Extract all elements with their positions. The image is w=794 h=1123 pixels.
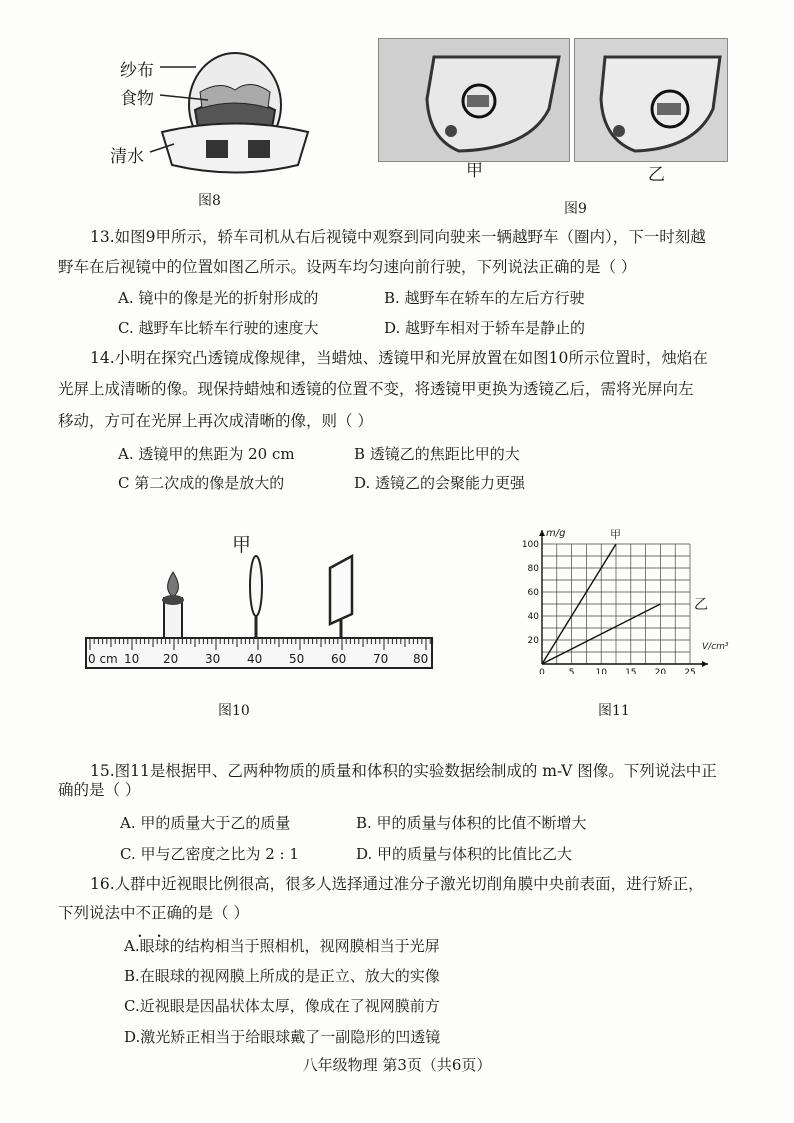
- x-tick-label: 5: [568, 668, 575, 674]
- q14-stem-line1: 14.小明在探究凸透镜成像规律，当蜡烛、透镜甲和光屏放置在如图10所示位置时，烛焰在: [90, 349, 708, 367]
- q13-option-c: C. 越野车比轿车行驶的速度大: [118, 319, 319, 337]
- ruler-label-50: 50: [289, 652, 305, 666]
- x-axis-arrow: [702, 661, 708, 667]
- ruler-labels: [84, 652, 434, 668]
- x-tick-label: 0: [539, 668, 545, 674]
- mirror-photo-yi-drawing: [575, 39, 727, 161]
- mirror-photo-jia: [378, 38, 570, 162]
- figure-10: [84, 528, 434, 673]
- figure-11: [512, 524, 732, 674]
- q15-stem-line2: 确的是（ ）: [58, 781, 141, 799]
- q16-option-a: A.眼球的结构相当于照相机，视网膜相当于光屏: [124, 937, 440, 955]
- ruler-label-0: 0 cm: [88, 652, 118, 666]
- y-axis-arrow: [539, 530, 545, 536]
- figure-11-caption: 图11: [598, 703, 630, 719]
- q13-stem-line2: 野车在后视镜中的位置如图乙所示。设两车均匀速向前行驶，下列说法正确的是（ ）: [58, 258, 637, 276]
- candle-flame: [168, 572, 179, 596]
- q16-option-b: B.在眼球的视网膜上所成的是正立、放大的实像: [124, 967, 440, 985]
- ruler-label-30: 30: [205, 652, 221, 666]
- q14-option-a: A. 透镜甲的焦距为 20 cm: [118, 445, 295, 463]
- q14-stem-line3: 移动，方可在光屏上再次成清晰的像，则（ ）: [58, 412, 373, 430]
- label-yi-photo: 乙: [648, 165, 665, 185]
- ruler-label-20: 20: [163, 652, 179, 666]
- q16-stem-line2: [58, 898, 770, 928]
- figure-8: [110, 40, 320, 190]
- q14-option-d: D. 透镜乙的会聚能力更强: [354, 474, 526, 492]
- q15-option-b: B. 甲的质量与体积的比值不断增大: [356, 814, 587, 832]
- page-footer: 八年级物理 第3页（共6页）: [302, 1056, 492, 1074]
- y-tick-label: 20: [527, 636, 539, 646]
- figure-9-caption: 图9: [564, 201, 587, 217]
- q15-option-d: D. 甲的质量与体积的比值比乙大: [356, 845, 573, 863]
- lens-jia: [250, 556, 262, 616]
- label-food: 食物: [120, 89, 154, 109]
- figure-10-caption: 图10: [218, 703, 250, 719]
- series-label-jia: 甲: [610, 528, 621, 541]
- q16-option-d: D.激光矫正相当于给眼球戴了一副隐形的凹透镜: [124, 1028, 441, 1046]
- y-tick-label: 100: [521, 540, 539, 550]
- ruler-label-10: 10: [124, 652, 140, 666]
- q15-stem-line1: 15.图11是根据甲、乙两种物质的质量和体积的实验数据绘制成的 m-V 图像。下列说法中正: [90, 762, 717, 780]
- mirror-photo-jia-drawing: [379, 39, 569, 161]
- figure-8-caption: 图8: [198, 193, 221, 209]
- label-water: 清水: [110, 147, 144, 167]
- q15-option-c: C. 甲与乙密度之比为 2 : 1: [120, 845, 299, 863]
- chart-ylabel: m/g: [546, 528, 566, 539]
- ruler-label-80: 80: [413, 652, 429, 666]
- mirror-photo-yi: [574, 38, 728, 162]
- q14-option-c: C 第二次成的像是放大的: [118, 474, 285, 492]
- q14-option-b: B 透镜乙的焦距比甲的大: [354, 445, 520, 463]
- series-label-yi: 乙: [694, 597, 708, 613]
- q16-emphasis: 不正确 • •: [136, 904, 183, 922]
- screen: [330, 556, 352, 624]
- q13-option-b: B. 越野车在轿车的左后方行驶: [384, 289, 585, 307]
- ruler-label-70: 70: [373, 652, 389, 666]
- label-gauze: 纱布: [120, 61, 154, 81]
- q16-option-c: C.近视眼是因晶状体太厚，像成在了视网膜前方: [124, 997, 440, 1015]
- q16-stem-line1: 16.人群中近视眼比例很高，很多人选择通过准分子激光切削角膜中央前表面，进行矫正，: [90, 875, 704, 893]
- q16-stem-post: 的是（ ）: [182, 904, 249, 922]
- x-tick-label: 10: [595, 668, 607, 674]
- q13-option-a: A. 镜中的像是光的折射形成的: [118, 289, 319, 307]
- q14-stem-line2: 光屏上成清晰的像。现保持蜡烛和透镜的位置不变，将透镜甲更换为透镜乙后，需将光屏向左: [58, 380, 694, 398]
- figure-9: [378, 38, 728, 185]
- chart-xlabel: V/cm³: [702, 642, 729, 652]
- y-tick-label: 80: [527, 564, 539, 574]
- ruler-label-40: 40: [247, 652, 263, 666]
- y-tick-label: 60: [527, 588, 539, 598]
- x-tick-label: 20: [654, 668, 667, 674]
- x-tick-label: 15: [625, 668, 637, 674]
- q13-stem-line1: 13.如图9甲所示，轿车司机从右后视镜中观察到同向驶来一辆越野车（圈内），下一时刻越: [90, 228, 706, 246]
- q15-option-a: A. 甲的质量大于乙的质量: [120, 814, 291, 832]
- label-jia-photo: 甲: [466, 161, 483, 181]
- lens-label: 甲: [232, 534, 252, 556]
- y-tick-label: 40: [527, 612, 539, 622]
- x-tick-label: 25: [684, 668, 696, 674]
- q16-stem-pre: 下列说法中: [58, 904, 136, 922]
- q13-option-d: D. 越野车相对于轿车是静止的: [384, 319, 586, 337]
- ruler-label-60: 60: [331, 652, 347, 666]
